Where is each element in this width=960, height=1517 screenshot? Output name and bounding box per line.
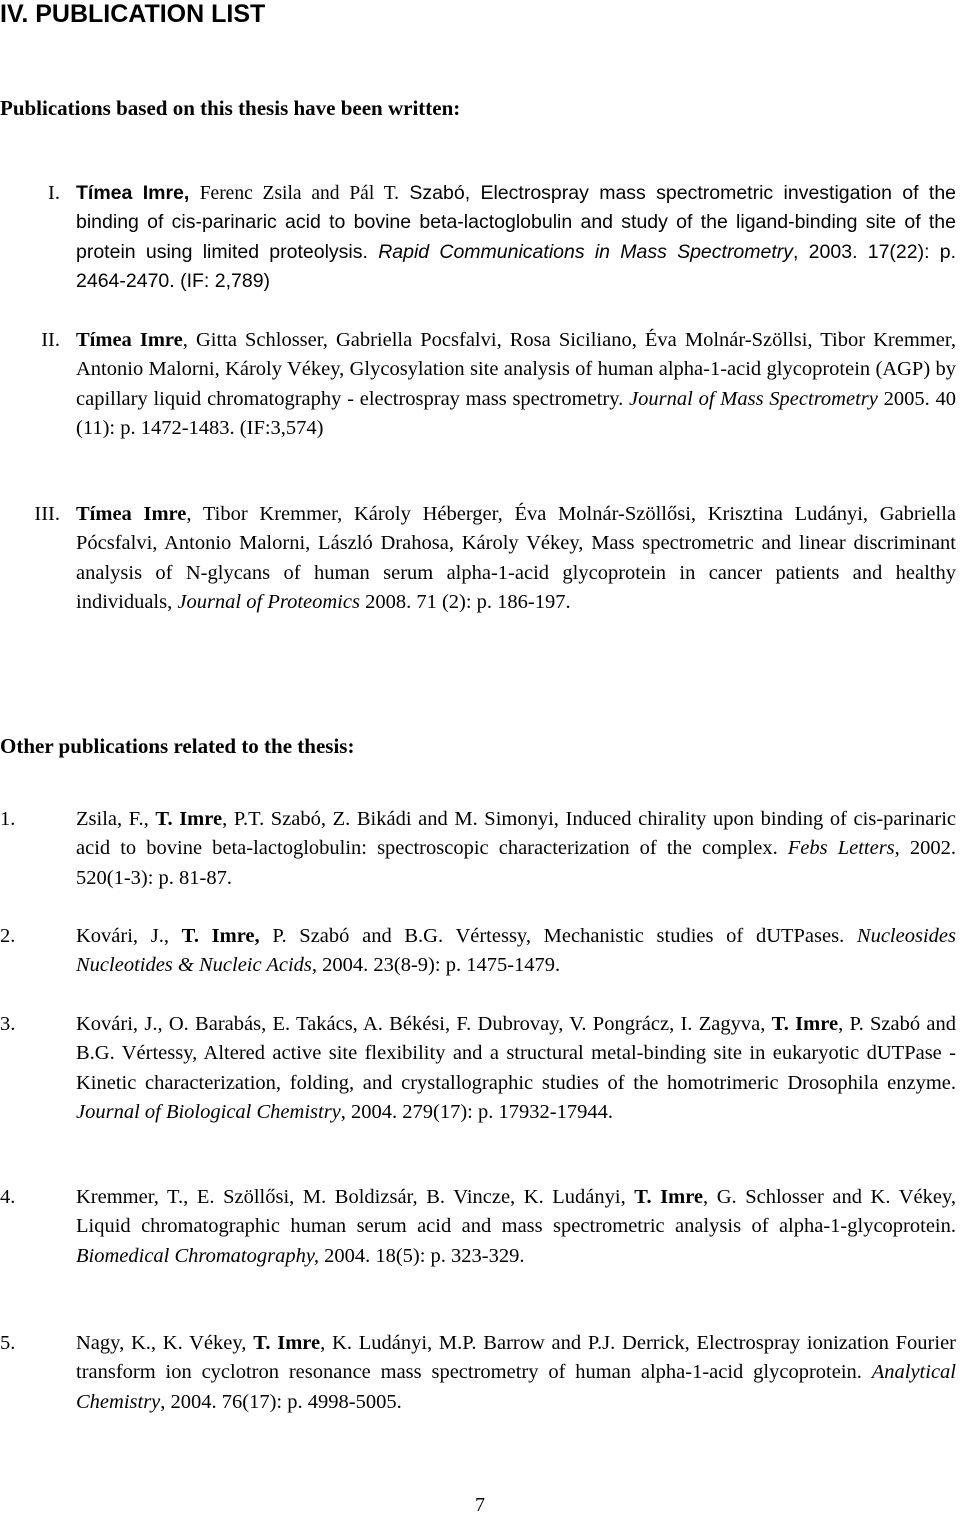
publication-title: P. Szabó and B.G. Vértessy, Mechanistic studies of dUTPases. [259,925,857,947]
journal-name: Nucleosides Nucleotides & Nucleic Acids [76,925,956,977]
journal-name: Journal of Mass Spectrometry [629,387,878,410]
citation: , 2004. 23(8-9): p. 1475-1479. [311,954,561,977]
thesis-publication-2 [0,326,956,443]
citation: , 2004. 76(17): p. 4998-5005. [160,1390,402,1413]
other-publication-1 [0,805,956,893]
other-publication-4 [0,1183,956,1271]
author-highlight: Tímea Imre [76,329,183,351]
author-highlight: Tímea Imre [76,503,187,525]
authors-before: Kremmer, T., E. Szöllősi, M. Boldizsár, B. Vincze, K. Ludányi, [76,1186,635,1208]
authors-before: Kovári, J., O. Barabás, E. Takács, A. Békési, F. Dubrovay, V. Pongrácz, I. Zagyva, [76,1013,772,1035]
journal-name: Rapid Communications in Mass Spectrometry [378,240,794,263]
page-title: IV. PUBLICATION LIST [0,0,266,28]
journal-name: Analytical Chemistry [76,1361,956,1413]
citation: 2005. 40 (11): p. 1472-1483. (IF:3,574) [76,387,957,439]
publication-text [76,1329,956,1417]
entry-marker: 1. [0,808,16,830]
author-highlight: T. Imre [771,1013,839,1035]
journal-name: Biomedical Chromatography, [76,1244,319,1267]
authors-before: Nagy, K., K. Vékey, [76,1332,254,1354]
journal-name: Febs Letters [787,837,895,860]
citation: , 2004. 279(17): p. 17932-17944. [340,1100,613,1123]
authors-before: Kovári, J., [76,925,182,947]
other-publication-5 [0,1329,956,1417]
publication-text [76,179,956,296]
publication-text [76,500,956,617]
publication-title: Szabó, Electrospray mass spectrometric investigation of the binding of cis-parinaric acid to bovine beta-lactoglobulin and study of the ligand-binding site of the protein using limited proteolysis. [76,182,957,263]
journal-name: Journal of Biological Chemistry [76,1100,341,1123]
other-publication-2 [0,922,956,981]
publication-title: , P.T. Szabó, Z. Bikádi and M. Simonyi, Induced chirality upon binding of cis-parinaric acid to bovine beta-lactoglobulin: spectroscopic characterization of the complex. [76,808,956,860]
author-highlight: T. Imre, [181,925,260,947]
other-publications-heading: Other publications related to the thesis: [0,734,355,758]
page-number: 7 [475,1494,485,1516]
publication-title: , Gitta Schlosser, Gabriella Pocsfalvi, Rosa Siciliano, Éva Molnár-Szöllsi, Tibor Kremmer, Antonio Malorni, Károly Vékey, Glycosylation site analysis of human alpha-1-acid glycoprotein (AGP) by capillary liquid chromatography - electrospray mass spectrometry. [76,329,956,410]
author-highlight: T. Imre [155,808,223,830]
entry-marker: 3. [0,1013,16,1035]
author-highlight: T. Imre [253,1332,321,1354]
publication-text [76,1183,956,1271]
publication-text [76,1010,956,1127]
entry-marker: II. [41,329,60,351]
entry-marker: 4. [0,1186,16,1208]
citation: , 2002. 520(1-3): p. 81-87. [76,837,957,889]
other-publication-3 [0,1010,956,1127]
publication-title: , K. Ludányi, M.P. Barrow and P.J. Derrick, Electrospray ionization Fourier transform ion cyclotron resonance mass spectrometry of human alpha-1-acid glycoprotein. [76,1332,956,1384]
co-authors: Ferenc Zsila and Pál T. [199,183,400,204]
citation: 2004. 18(5): p. 323-329. [318,1244,525,1267]
publication-title: , G. Schlosser and K. Vékey, Liquid chromatographic human serum acid and mass spectrometric analysis of alpha-1-glycoprotein. [76,1186,956,1238]
thesis-publications-heading: Publications based on this thesis have been written: [0,96,461,120]
thesis-publication-3 [0,500,956,617]
entry-marker: 5. [0,1332,16,1354]
citation: , 2003. 17(22): p. 2464-2470. (IF: 2,789) [76,240,957,292]
entry-marker: I. [48,182,60,204]
publication-text [76,922,956,981]
publication-title: , P. Szabó and B.G. Vértessy, Altered active site flexibility and a structural metal-binding site in eukaryotic dUTPase - Kinetic characterization, folding, and crystallographic studies of the homotrimeric Drosophila enzyme. [76,1013,956,1094]
entry-marker: 2. [0,925,16,947]
publication-text [76,805,956,893]
citation: 2008. 71 (2): p. 186-197. [365,590,571,613]
entry-marker: III. [34,503,60,525]
author-highlight: Tímea Imre, [76,182,190,204]
journal-name: Journal of Proteomics [177,590,360,613]
publication-title: , Tibor Kremmer, Károly Héberger, Éva Molnár-Szöllősi, Krisztina Ludányi, Gabriella Pócsfalvi, Antonio Malorni, László Drahosa, Károly Vékey, Mass spectrometric and linear discriminant analysis of N-glycans of human serum alpha-1-acid glycoprotein in cancer patients and healthy individuals, [76,503,956,613]
authors-before: Zsila, F., [76,808,156,830]
author-highlight: T. Imre [634,1186,704,1208]
publication-text [76,326,956,443]
thesis-publication-1 [0,179,956,296]
